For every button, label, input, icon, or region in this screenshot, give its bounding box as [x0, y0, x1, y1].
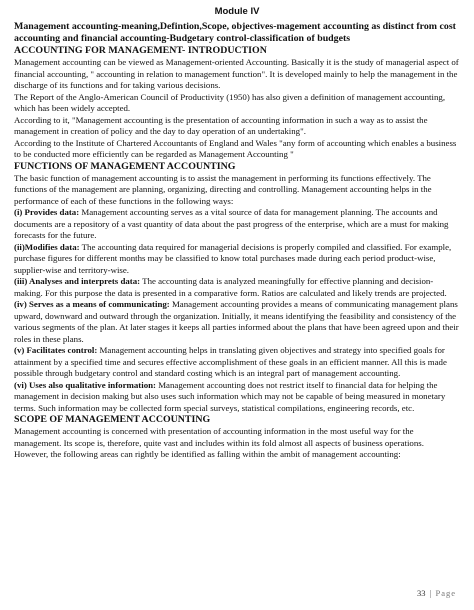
- function-item-provides-data: [14, 207, 460, 242]
- functions-intro: The basic function of management accounting is to assist the management in performing its functions effectively. The functions of the management are planning, organizing, directing and controlling. Management accounting helps in the performance of each of these functions in the following ways:: [14, 172, 432, 206]
- function-item-text: Management accounting does not restrict itself to financial data for helping the management in decision making but also uses such information which may not be capable of being measured in monetary terms. Such information may be collected form special surveys, statistical compilations, engineering records, etc.: [14, 379, 446, 413]
- document-page: [14, 6, 460, 461]
- function-item-qualitative: [14, 380, 460, 415]
- function-item-text: The accounting data required for managerial decisions is properly compiled and classified. For example, purchase figures for different months may be classified to know total purchases made during each period product-wise, supplier-wise and territory-wise.: [14, 241, 452, 275]
- function-item-control: [14, 345, 460, 380]
- page-word: Page: [435, 588, 456, 598]
- function-item-communicating: [14, 299, 460, 345]
- page-number: 33: [417, 588, 426, 598]
- module-title: Module IV: [214, 6, 260, 17]
- function-item-label: (vi) Uses also qualitative information:: [14, 379, 156, 390]
- function-item-label: (v) Facilitates control:: [14, 345, 98, 355]
- function-item-label: (iv) Serves as a means of communicating:: [14, 299, 170, 309]
- function-item-label: (ii)Modifies data:: [14, 241, 80, 252]
- scope-paragraph-1: Management accounting is concerned with presentation of accounting information in the most useful way for the management. Its scope is, therefore, quite vast and includes within its fold almost all aspects of business operations.: [14, 426, 424, 448]
- function-item-analyses-data: [14, 276, 460, 299]
- scope-paragraph-2: However, the following areas can rightly be identified as falling within the ambit of management accounting:: [14, 449, 401, 459]
- intro-paragraph-4: According to the Institute of Chartered Accountants of England and Wales "any form of accounting which enables a business to be conducted more efficiently can be regarded as Management Accounting ": [14, 137, 457, 159]
- intro-paragraph-3: According to it, "Management accounting is the presentation of accounting information in such a way as to assist the management in creation of policy and the day to day operation of an undertaking".: [14, 114, 428, 136]
- intro-paragraph-1: Management accounting can be viewed as Management-oriented Accounting. Basically it is the study of managerial aspect of financial accounting, " accounting in relation to management function". It is developed mainly to help the management in the discharge of its functions and for taking various decisions.: [14, 57, 459, 90]
- scope-heading: SCOPE OF MANAGEMENT ACCOUNTING: [14, 414, 211, 425]
- function-item-text: Management accounting provides a means of communicating management plans upward, downward and outward through the organization. Initially, it means identifying the feasibility and consistency of the various segments of the plan. At later stages it keeps all parties informed about the plans that have been agreed upon and their roles in these plans.: [14, 299, 459, 344]
- intro-heading: ACCOUNTING FOR MANAGEMENT- INTRODUCTION: [14, 45, 267, 56]
- page-footer: [417, 588, 456, 598]
- function-item-text: Management accounting serves as a vital source of data for management planning. The accounts and documents are a repository of a vast quantity of data about the past progress of the enterprise, which are a must for making forecasts for the future.: [14, 207, 449, 240]
- function-item-text: The accounting data is analyzed meaningfully for effective planning and decision-making. For this purpose the data is presented in a comparative form. Ratios are calculated and likely trends are projected.: [14, 276, 447, 298]
- function-item-text: Management accounting helps in translating given objectives and strategy into specified goals for attainment by a specified time and secures effective accomplishment of these goals in an efficient manner. All this is made possible through budgetary control and standard costing which is an integral part of management accounting.: [14, 345, 447, 378]
- function-item-modifies-data: [14, 242, 460, 277]
- topic-heading: Management accounting-meaning,Defintion,Scope, objectives-magement accounting as distinct from cost accounting and financial accounting-Budgetary control-classification of budgets: [14, 21, 456, 44]
- functions-heading: FUNCTIONS OF MANAGEMENT ACCOUNTING: [14, 160, 236, 172]
- function-item-label: (iii) Analyses and interprets data:: [14, 276, 141, 286]
- intro-paragraph-2: The Report of the Anglo-American Council of Productivity (1950) has also given a definition of management accounting, which has been widely accepted.: [14, 91, 446, 113]
- function-item-label: (i) Provides data:: [14, 207, 80, 217]
- footer-separator: |: [429, 588, 432, 598]
